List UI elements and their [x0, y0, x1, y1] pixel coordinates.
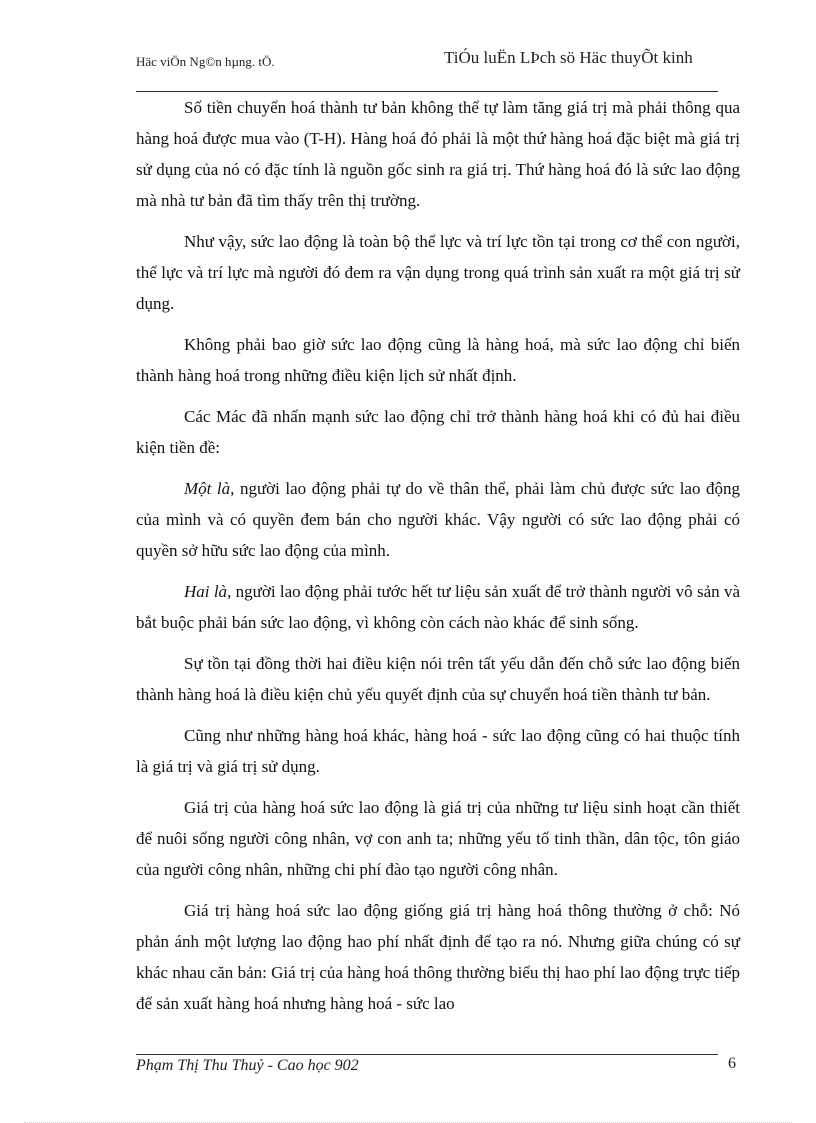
- paragraph-hai-la: Hai là, người lao động phải tước hết tư liệu sản xuất để trở thành người vô sản và bắt buộc phải bán sức lao động, vì không còn cách nào khác để sinh sống.: [136, 582, 740, 632]
- footer-divider: [136, 1054, 718, 1055]
- paragraph: Không phải bao giờ sức lao động cũng là hàng hoá, mà sức lao động chỉ biến thành hàng hoá trong những điều kiện lịch sử nhất định.: [136, 335, 740, 385]
- header-left-text: Häc viÖn Ng©n hµng. tÖ.: [136, 54, 275, 69]
- document-body: [136, 92, 740, 1029]
- paragraph: Giá trị hàng hoá sức lao động giống giá trị hàng hoá thông thường ở chỗ: Nó phản ánh một lượng lao động hao phí nhất định để tạo ra nó. Nhưng giữa chúng có sự khác nhau căn bản: Giá trị của hàng hoá thông thường biểu thị hao phí lao động trực tiếp để sản xuất hàng hoá nhưng hàng hoá - sức lao: [136, 901, 740, 1013]
- italic-lead: Một là,: [184, 479, 235, 498]
- italic-lead: Hai là,: [184, 582, 232, 601]
- paragraph: Như vậy, sức lao động là toàn bộ thể lực và trí lực tồn tại trong cơ thể con người, thể lực và trí lực mà người đó đem ra vận dụng trong quá trình sản xuất ra một giá trị sử dụng.: [136, 232, 740, 313]
- paragraph: Số tiền chuyển hoá thành tư bản không thể tự làm tăng giá trị mà phải thông qua hàng hoá được mua vào (T-H). Hàng hoá đó phải là một thứ hàng hoá đặc biệt mà giá trị sử dụng của nó có đặc tính là nguồn gốc sinh ra giá trị. Thứ hàng hoá đó là sức lao động mà nhà tư bản đã tìm thấy trên thị trường.: [136, 98, 740, 210]
- paragraph-mot-la: Một là, người lao động phải tự do về thân thể, phải làm chủ được sức lao động của mình và có quyền đem bán cho người khác. Vậy người có sức lao động phải có quyền sở hữu sức lao động của mình.: [136, 479, 740, 560]
- page-number: 6: [728, 1055, 736, 1072]
- paragraph: Giá trị của hàng hoá sức lao động là giá trị của những tư liệu sinh hoạt cần thiết để nuôi sống người công nhân, vợ con anh ta; những yếu tố tinh thần, dân tộc, tôn giáo của người công nhân, những chi phí đào tạo người công nhân.: [136, 798, 740, 879]
- paragraph: Các Mác đã nhấn mạnh sức lao động chỉ trở thành hàng hoá khi có đủ hai điều kiện tiền đề:: [136, 407, 740, 457]
- footer-author: Phạm Thị Thu Thuỷ - Cao học 902: [136, 1057, 359, 1074]
- paragraph: Sự tồn tại đồng thời hai điều kiện nói trên tất yếu dẫn đến chỗ sức lao động biến thành hàng hoá là điều kiện chủ yếu quyết định của sự chuyển hoá tiền thành tư bản.: [136, 654, 740, 704]
- header-right-text: TiÓu luËn LÞch sö Häc thuyÕt kinh: [444, 48, 693, 67]
- paragraph: Cũng như những hàng hoá khác, hàng hoá - sức lao động cũng có hai thuộc tính là giá trị và giá trị sử dụng.: [136, 726, 740, 776]
